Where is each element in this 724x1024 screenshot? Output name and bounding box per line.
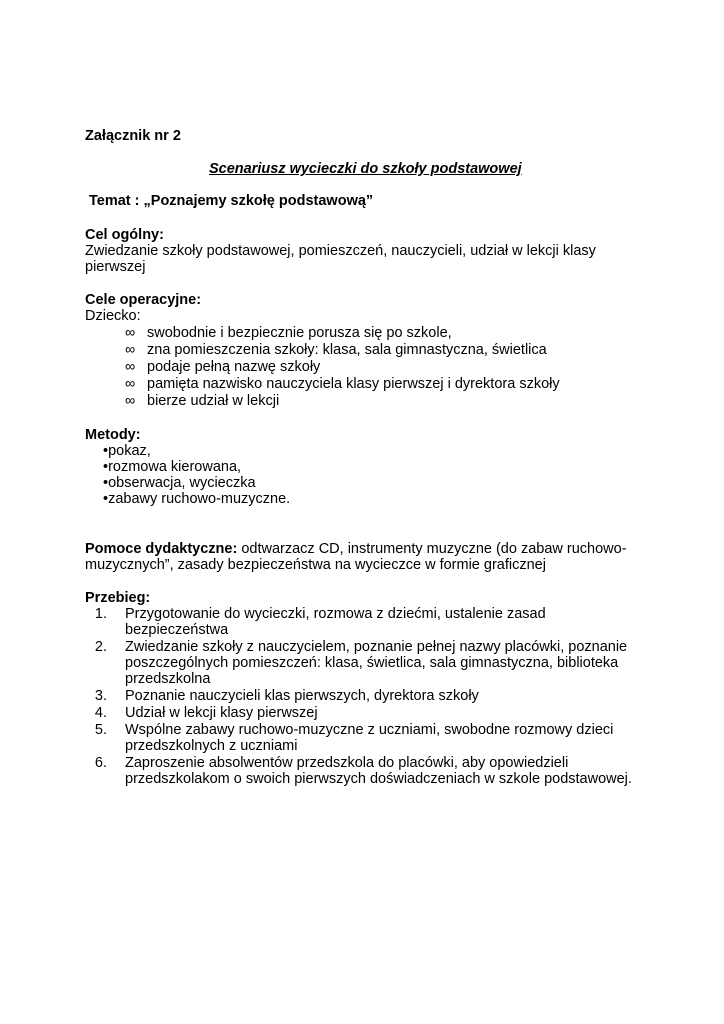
infinity-bullet-icon: ∞ bbox=[125, 325, 136, 341]
infinity-bullet-icon: ∞ bbox=[125, 342, 136, 358]
document-title: Scenariusz wycieczki do szkoły podstawowej bbox=[209, 161, 522, 177]
methods-item: •obserwacja, wycieczka bbox=[103, 475, 256, 491]
list-number: 3. bbox=[94, 688, 107, 704]
infinity-bullet-icon: ∞ bbox=[125, 359, 136, 375]
aids-heading: Pomoce dydaktyczne: bbox=[85, 541, 238, 557]
methods-item: •zabawy ruchowo-muzyczne. bbox=[103, 491, 291, 507]
annex-label: Załącznik nr 2 bbox=[85, 128, 181, 144]
methods-item: •rozmowa kierowana, bbox=[103, 459, 242, 475]
list-item-text: bierze udział w lekcji bbox=[147, 393, 280, 409]
methods-heading: Metody: bbox=[85, 427, 141, 443]
methods-item: •pokaz, bbox=[103, 443, 151, 459]
infinity-bullet-icon: ∞ bbox=[125, 393, 136, 409]
list-item-text: Zwiedzanie szkoły z nauczycielem, poznanie pełnej nazwy placówki, poznanie bbox=[125, 639, 628, 655]
operational-goals-intro: Dziecko: bbox=[85, 308, 141, 324]
topic: Temat : „Poznajemy szkołę podstawową” bbox=[89, 193, 374, 209]
course-heading: Przebieg: bbox=[85, 590, 151, 606]
list-item-text: podaje pełną nazwę szkoły bbox=[147, 359, 321, 375]
list-item-text: Udział w lekcji klasy pierwszej bbox=[125, 705, 318, 721]
list-item-text: zna pomieszczenia szkoły: klasa, sala gimnastyczna, świetlica bbox=[147, 342, 547, 358]
list-item-text: Przygotowanie do wycieczki, rozmowa z dziećmi, ustalenie zasad bbox=[125, 606, 546, 622]
general-goal-line: pierwszej bbox=[85, 259, 146, 275]
list-item-text: pamięta nazwisko nauczyciela klasy pierwszej i dyrektora szkoły bbox=[147, 376, 560, 392]
list-item-text: przedszkolna bbox=[125, 671, 211, 687]
aids-line bbox=[85, 541, 627, 558]
list-item-text: przedszkolnych z uczniami bbox=[125, 738, 298, 754]
list-number: 1. bbox=[94, 606, 107, 622]
list-item-text: poszczególnych pomieszczeń: klasa, świetlica, sala gimnastyczna, biblioteka bbox=[125, 655, 619, 671]
operational-goals-heading: Cele operacyjne: bbox=[85, 292, 202, 308]
list-item-text: przedszkolakom o swoich pierwszych doświadczeniach w szkole podstawowej. bbox=[125, 771, 632, 787]
list-item-text: Wspólne zabawy ruchowo-muzyczne z uczniami, swobodne rozmowy dzieci bbox=[125, 722, 614, 738]
list-item-text: Poznanie nauczycieli klas pierwszych, dyrektora szkoły bbox=[125, 688, 479, 704]
aids-text: odtwarzacz CD, instrumenty muzyczne (do zabaw ruchowo- bbox=[237, 541, 627, 557]
list-number: 2. bbox=[94, 639, 107, 655]
list-number: 6. bbox=[94, 755, 107, 771]
general-goal-heading: Cel ogólny: bbox=[85, 227, 164, 243]
list-item-text: Zaproszenie absolwentów przedszkola do placówki, aby opowiedzieli bbox=[125, 755, 569, 771]
list-item-text: bezpieczeństwa bbox=[125, 622, 229, 638]
general-goal-line: Zwiedzanie szkoły podstawowej, pomieszczeń, nauczycieli, udział w lekcji klasy bbox=[85, 243, 596, 259]
aids-line: muzycznych”, zasady bezpieczeństwa na wycieczce w formie graficznej bbox=[85, 557, 546, 573]
list-item-text: swobodnie i bezpiecznie porusza się po szkole, bbox=[147, 325, 452, 341]
list-number: 5. bbox=[94, 722, 107, 738]
list-number: 4. bbox=[94, 705, 107, 721]
infinity-bullet-icon: ∞ bbox=[125, 376, 136, 392]
